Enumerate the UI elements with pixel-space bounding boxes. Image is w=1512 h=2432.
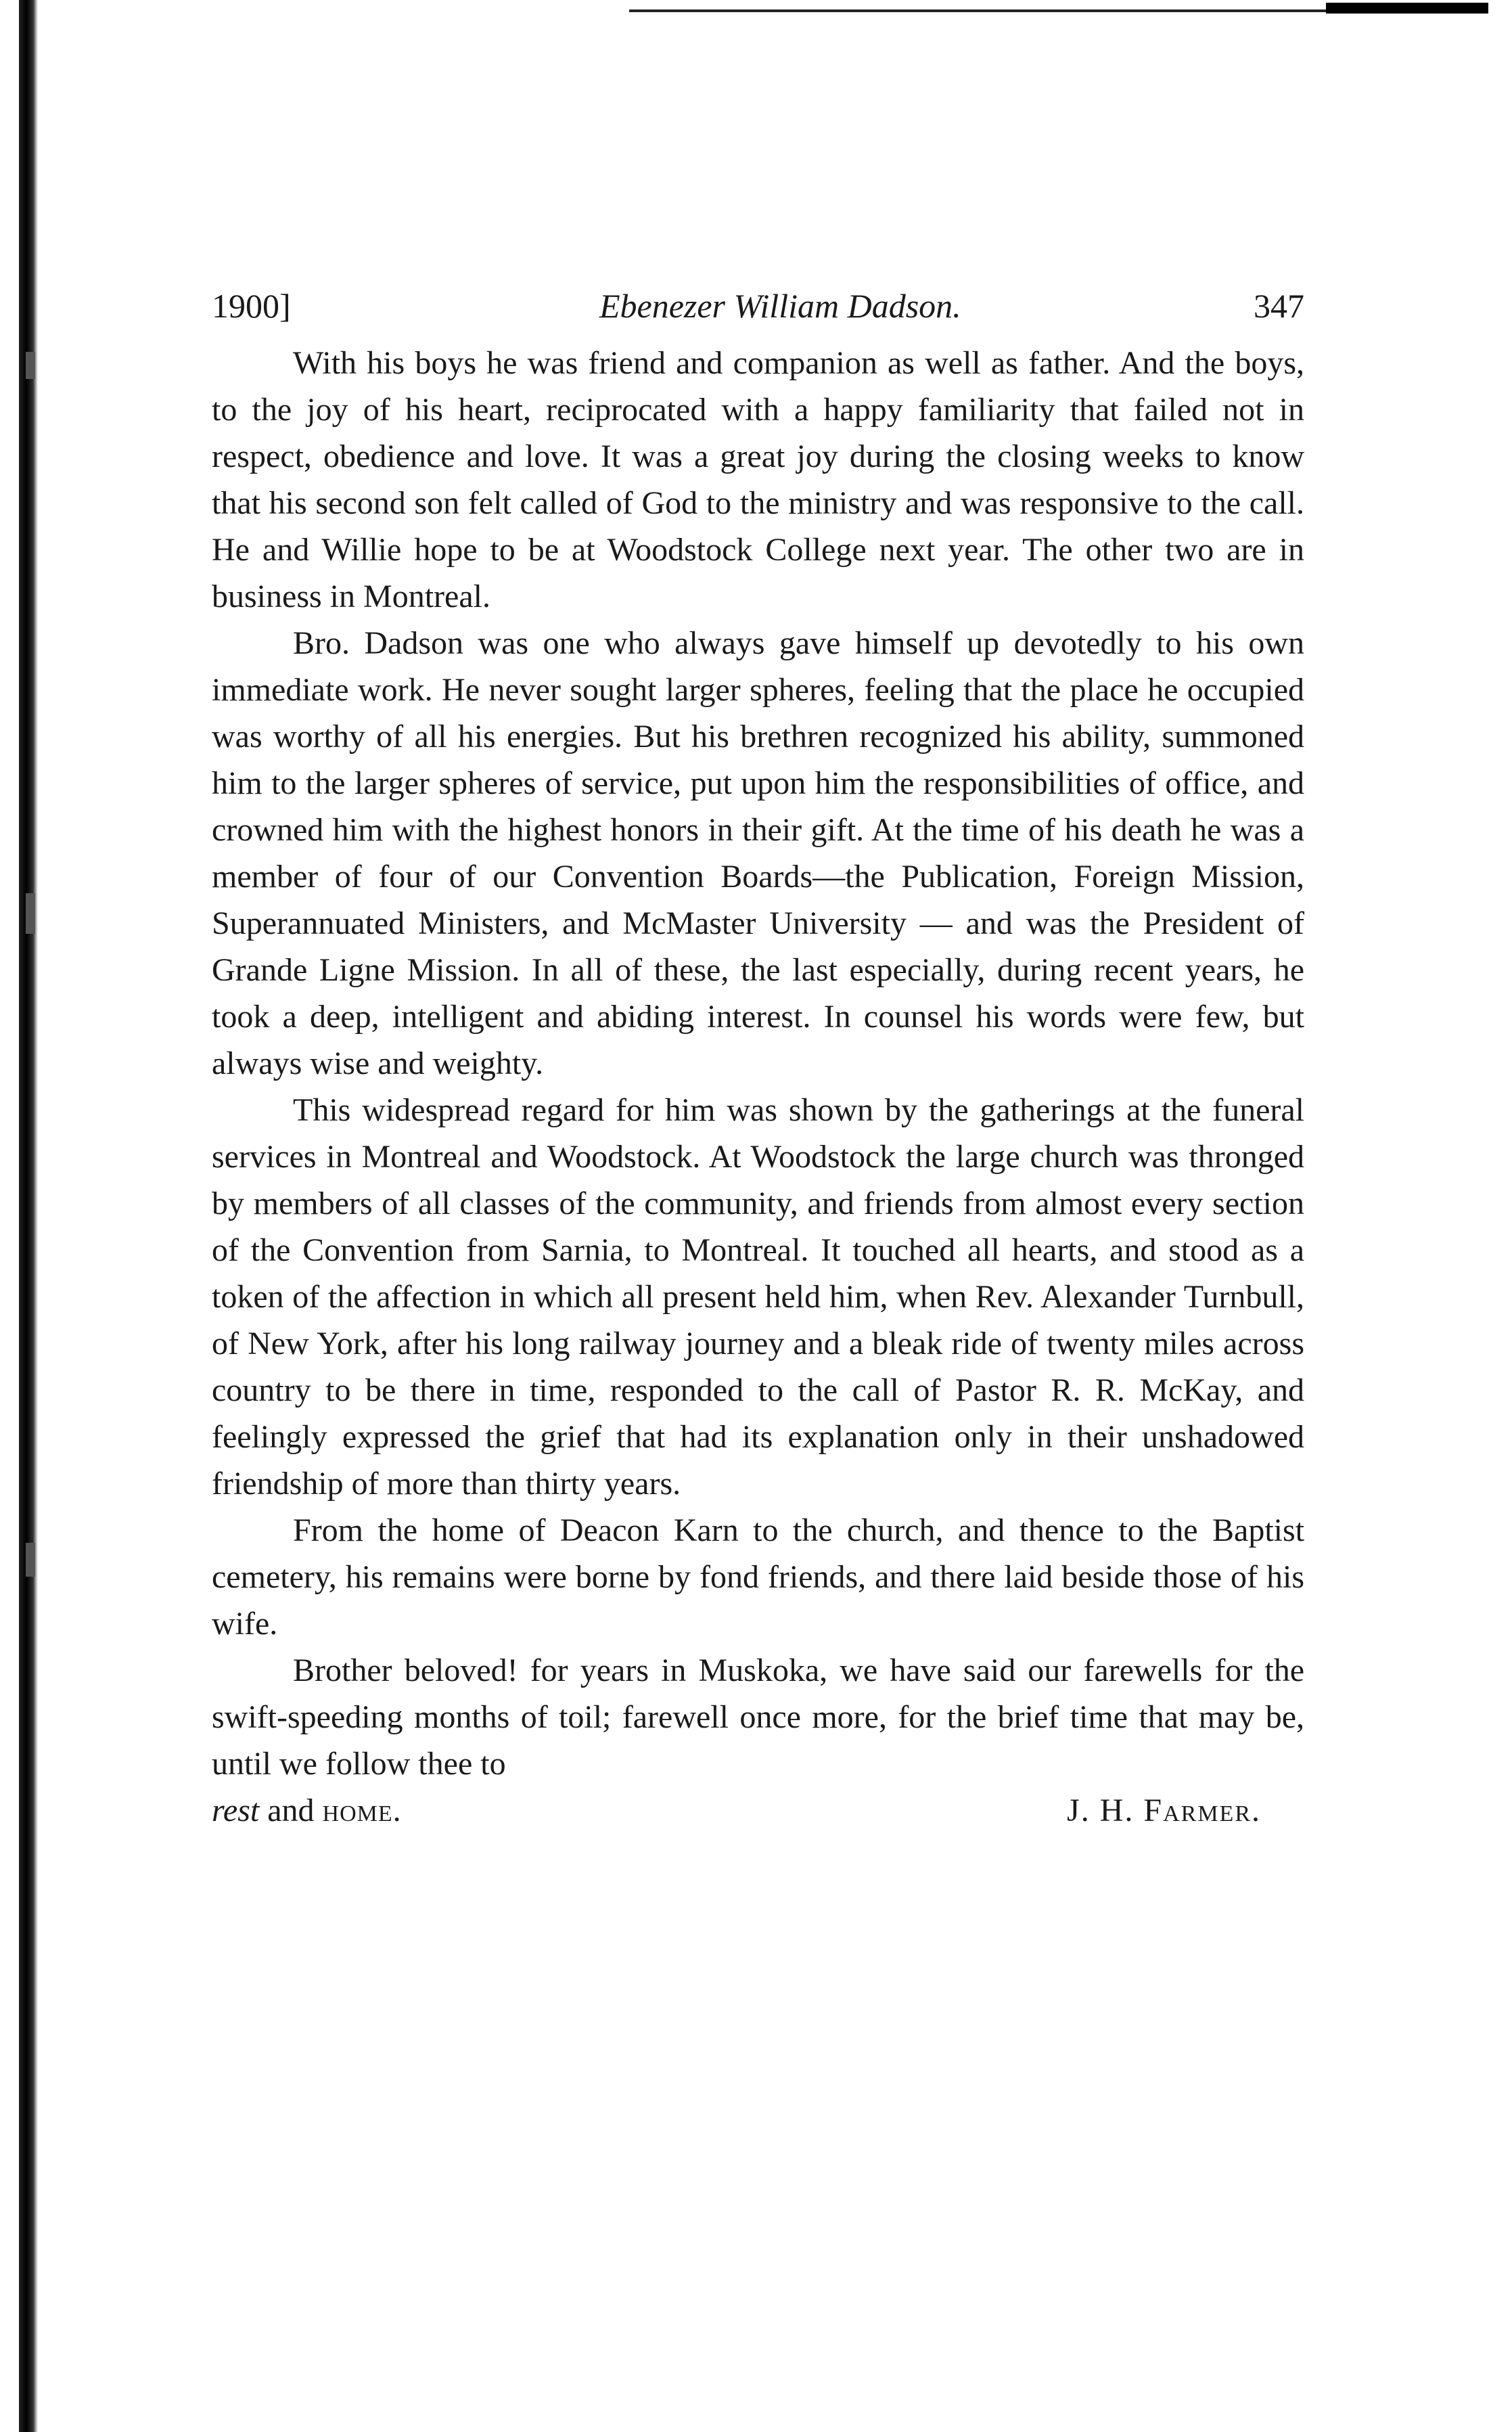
paragraph: Bro. Dadson was one who always gave himself up devotedly to his own immediate work. He never sought larger spheres, feeling that the place he occupied was worthy of all his energies. But his brethren recognized his ability, summoned him to the larger spheres of service, put upon him the responsibilities of office, and crowned him with the highest honors in their gift. At the time of his death he was a member of four of our Convention Boards—the Publication, Foreign Mission, Superannuated Ministers, and McMaster University — and was the President of Grande Ligne Mission. In all of these, the last especially, during recent years, he took a deep, intelligent and abiding interest. In counsel his words were few, but always wise and weighty. (212, 625, 1304, 1081)
closing-home: home. (322, 1793, 402, 1828)
scan-speck (26, 352, 35, 379)
closing-line (212, 1787, 1304, 1834)
paragraph: Brother beloved! for years in Muskoka, we have said our farewells for the swift-speeding months of toil; farewell once more, for the brief time that may be, until we follow thee to (212, 1652, 1304, 1782)
closing-and: and (267, 1793, 315, 1828)
header-title: Ebenezer William Dadson. (599, 287, 961, 325)
scan-speck (26, 1543, 35, 1577)
closing-rest: rest (212, 1793, 260, 1828)
closing-phrase (212, 1787, 402, 1834)
body-text (212, 340, 1304, 1787)
header-page-number: 347 (1253, 287, 1304, 325)
header-year: 1900] (212, 287, 291, 325)
top-edge-mark (1326, 3, 1488, 14)
paragraph: This widespread regard for him was shown by the gatherings at the funeral services in Montreal and Woodstock. At Woodstock the large church was thronged by members of all classes of the community, and friends from almost every section of the Convention from Sarnia, to Montreal. It touched all hearts, and stood as a token of the affection in which all present held him, when Rev. Alexander Turnbull, of New York, after his long railway journey and a bleak ride of twenty miles across country to be there in time, responded to the call of Pastor R. R. McKay, and feelingly expressed the grief that had its explanation only in their unshadowed friendship of more than thirty years. (212, 1092, 1304, 1502)
paragraph: With his boys he was friend and companion as well as father. And the boys, to the joy of his heart, reciprocated with a happy familiarity that failed not in respect, obedience and love. It was a great joy during the closing weeks to know that his second son felt called of God to the ministry and was responsive to the call. He and Willie hope to be at Woodstock College next year. The other two are in business in Montreal. (212, 345, 1304, 614)
author-signature: J. H. Farmer. (1067, 1793, 1261, 1828)
running-head (212, 284, 1304, 328)
scan-speck (26, 893, 35, 934)
page-left-edge (19, 0, 38, 2432)
page-content (212, 284, 1304, 1834)
paragraph: From the home of Deacon Karn to the church, and thence to the Baptist cemetery, his remains were borne by fond friends, and there laid beside those of his wife. (212, 1512, 1304, 1642)
